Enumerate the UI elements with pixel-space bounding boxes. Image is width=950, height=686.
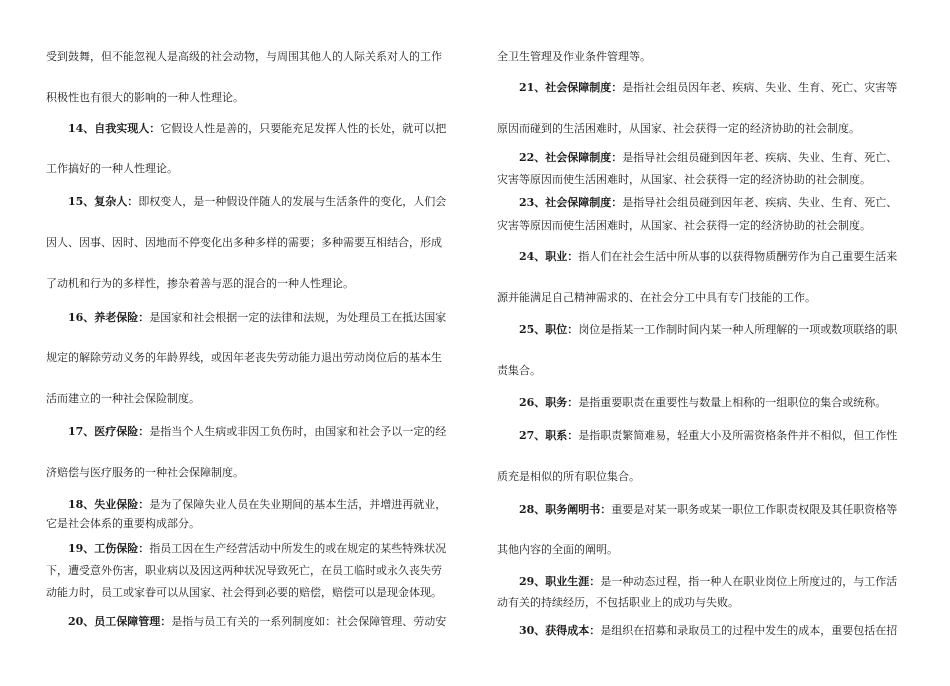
term-text: 是指社会组员因年老、疾病、失业、生育、死亡、灾害等 <box>622 81 898 94</box>
term-25 <box>519 323 897 337</box>
term-title: 15、复杂人： <box>68 195 139 208</box>
term-23 <box>519 196 897 210</box>
term-text: 指员工因在生产经营活动中所发生的或在规定的某些特殊状况 <box>149 542 447 555</box>
term-text: 重要是对某一职务或某一职位工作职责权限及其任职资格等 <box>611 503 898 516</box>
text-line: 活而建立的一种社会保险制度。 <box>46 392 200 405</box>
term-title: 22、社会保障制度： <box>519 151 623 164</box>
term-title: 16、养老保险： <box>68 311 150 324</box>
term-text: 是指当个人生病或非因工负伤时，由国家和社会予以一定的经 <box>149 425 447 438</box>
term-title: 20、员工保障管理： <box>68 615 172 628</box>
text-line: 源并能满足自己精神需求的、在社会分工中具有专门技能的工作。 <box>497 291 816 304</box>
term-27 <box>519 429 897 443</box>
term-21 <box>519 81 897 95</box>
term-text: 是指重要职责在重要性与数量上相称的一组职位的集合或统称。 <box>578 396 887 409</box>
term-title: 19、工伤保险： <box>68 542 150 555</box>
text-line: 它是社会体系的重要构成部分。 <box>46 517 200 530</box>
term-22 <box>519 151 897 165</box>
term-text: 岗位是指某一工作制时间内某一种人所理解的一项或数项联络的职 <box>578 323 898 336</box>
text-line: 动有关的持续经历，不包括职业上的成功与失败。 <box>497 596 739 609</box>
term-14 <box>68 122 446 136</box>
term-text: 是一种动态过程，指一种人在职业岗位上所度过的，与工作活 <box>600 575 898 588</box>
term-26 <box>519 396 886 410</box>
text-line: 受到鼓舞，但不能忽视人是高级的社会动物，与周围其他人的人际关系对人的工作 <box>46 50 442 63</box>
text-line: 质充是相似的所有职位集合。 <box>497 470 640 483</box>
term-text: 它假设人性是善的，只要能充足发挥人性的长处，就可以把 <box>160 122 447 135</box>
text-line: 下，遭受意外伤害，职业病以及因这两种状况导致死亡，在员工临时或永久丧失劳 <box>46 564 442 577</box>
term-text: 是为了保障失业人员在失业期间的基本生活，并增进再就业， <box>149 498 447 511</box>
text-line: 规定的解除劳动义务的年龄界线，或因年老丧失劳动能力退出劳动岗位后的基本生 <box>46 351 442 364</box>
text-line: 原因而碰到的生活困难时，从国家、社会获得一定的经济协助的社会制度。 <box>497 122 860 135</box>
text-line: 灾害等原因而使生活困难时，从国家、社会获得一定的经济协助的社会制度。 <box>497 219 871 232</box>
term-title: 18、失业保险： <box>68 498 150 511</box>
term-title: 28、职务阐明书： <box>519 503 612 516</box>
term-text: 是指导社会组员碰到因年老、疾病、失业、生育、死亡、 <box>622 151 898 164</box>
term-text: 即权变人，是一种假设伴随人的发展与生活条件的变化，人们会 <box>138 195 447 208</box>
text-line: 因人、因事、因时、因地而不停变化出多种多样的需要；多种需要互相结合，形成 <box>46 236 442 249</box>
term-title: 17、医疗保险： <box>68 425 150 438</box>
term-15 <box>68 195 446 209</box>
term-title: 25、职位： <box>519 323 579 336</box>
term-24 <box>519 250 897 264</box>
term-text: 指人们在社会生活中所从事的以获得物质酬劳作为自己重要生活来 <box>578 250 898 263</box>
term-28 <box>519 503 897 517</box>
term-text: 是指与员工有关的一系列制度如：社会保障管理、劳动安 <box>171 615 447 628</box>
term-18 <box>68 498 446 512</box>
text-line: 工作搞好的一种人性理论。 <box>46 162 178 175</box>
term-29 <box>519 575 897 589</box>
term-title: 14、自我实现人： <box>68 122 161 135</box>
term-title: 30、获得成本： <box>519 624 601 637</box>
text-line: 其他内容的全面的阐明。 <box>497 543 618 556</box>
term-text: 是组织在招募和录取员工的过程中发生的成本，重要包括在招 <box>600 624 898 637</box>
term-title: 27、职系： <box>519 429 579 442</box>
text-line: 灾害等原因而使生活困难时，从国家、社会获得一定的经济协助的社会制度。 <box>497 173 871 186</box>
term-text: 是指导社会组员碰到因年老、疾病、失业、生育、死亡、 <box>622 196 898 209</box>
text-line: 济赔偿与医疗服务的一种社会保障制度。 <box>46 466 244 479</box>
term-text: 是国家和社会根据一定的法律和法规，为处理员工在抵达国家 <box>149 311 447 324</box>
text-line: 积极性也有很大的影响的一种人性理论。 <box>46 91 244 104</box>
term-30 <box>519 624 897 638</box>
text-line: 动能力时，员工或家眷可以从国家、社会得到必要的赔偿，赔偿可以是现金体现。 <box>46 586 442 599</box>
term-20 <box>68 615 446 629</box>
term-title: 29、职业生涯： <box>519 575 601 588</box>
text-line: 了动机和行为的多样性，掺杂着善与恶的混合的一种人性理论。 <box>46 277 354 290</box>
term-text: 是指职责繁简难易，轻重大小及所需资格条件并不相似，但工作性 <box>578 429 898 442</box>
term-title: 26、职务： <box>519 396 579 409</box>
term-title: 21、社会保障制度： <box>519 81 623 94</box>
term-title: 23、社会保障制度： <box>519 196 623 209</box>
term-19 <box>68 542 446 556</box>
term-17 <box>68 425 446 439</box>
text-line: 全卫生管理及作业条件管理等。 <box>497 50 651 63</box>
term-16 <box>68 311 446 325</box>
text-line: 责集合。 <box>497 364 541 377</box>
term-title: 24、职业： <box>519 250 579 263</box>
